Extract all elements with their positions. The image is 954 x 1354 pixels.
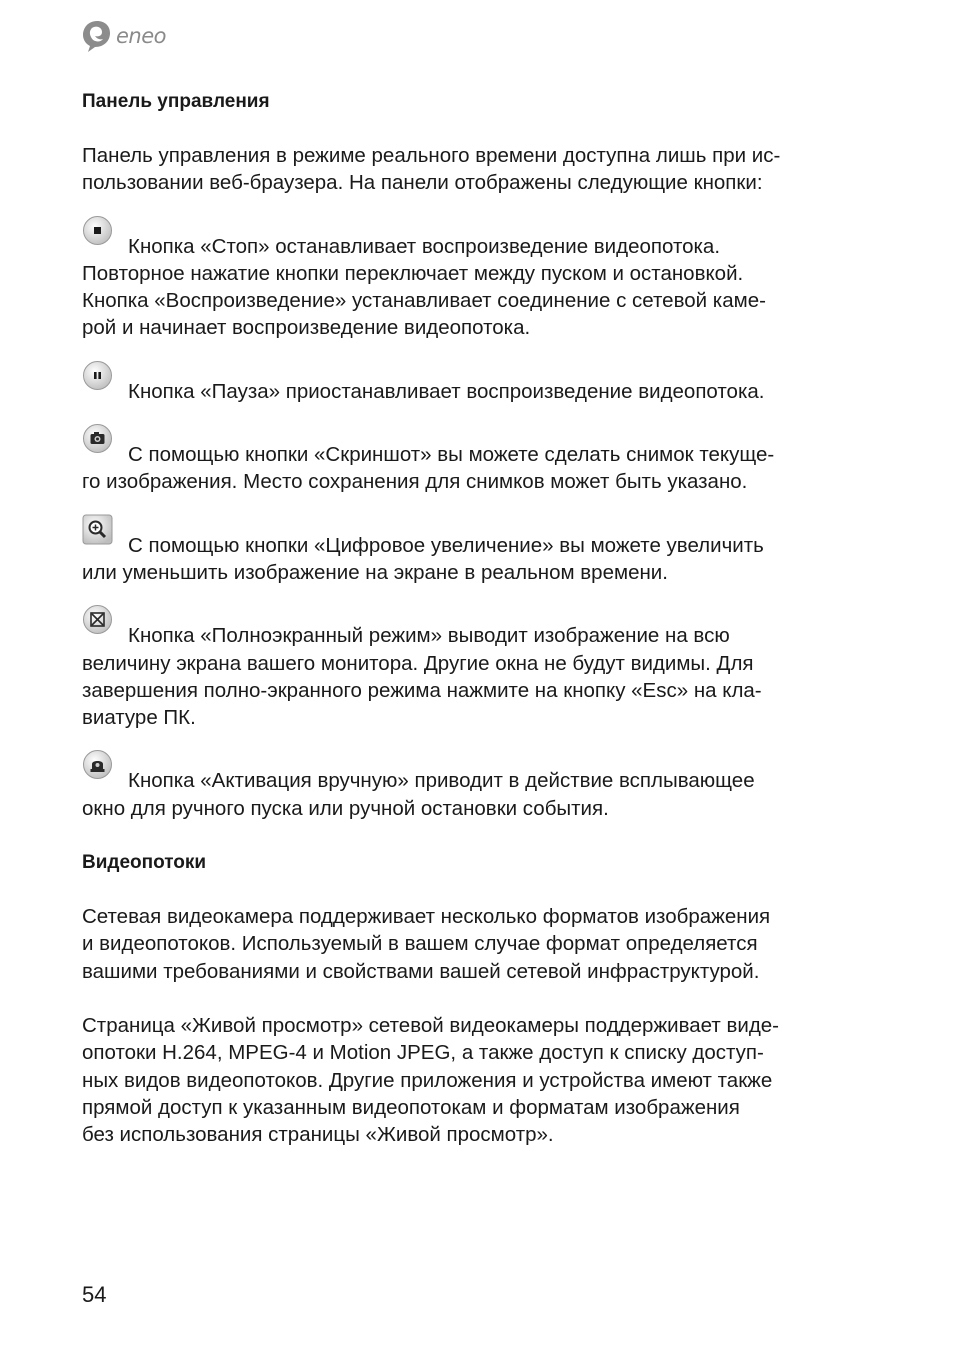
intro-line: пользовании веб-браузера. На панели отображены следующие кнопки: — [82, 171, 763, 195]
manual-trigger-button-description: Кнопка «Активация вручную» приводит в действие всплывающее окно для ручного пуска или ручной остановки события. — [82, 758, 882, 822]
intro-line: Панель управления в режиме реального времени доступна лишь при ис- — [82, 144, 781, 167]
intro-paragraph — [82, 142, 882, 197]
eneo-logo — [80, 18, 166, 54]
logo-text: eneo — [116, 24, 166, 48]
section-title-control-panel: Панель управления — [82, 91, 270, 112]
stop-icon — [82, 215, 113, 246]
zoom-icon — [82, 514, 113, 545]
page-number: 54 — [82, 1282, 107, 1307]
eneo-logo-icon — [80, 18, 114, 54]
pause-icon — [82, 360, 113, 391]
snapshot-button-description: С помощью кнопки «Скриншот» вы можете сделать снимок текуще- го изображения. Место сохранения для снимков может быть указано. — [82, 432, 882, 496]
camera-icon — [82, 423, 113, 454]
digital-zoom-button-description: С помощью кнопки «Цифровое увеличение» вы можете увеличить или уменьшить изображение на экране в реальном времени. — [82, 523, 882, 587]
fullscreen-button-description: Кнопка «Полноэкранный режим» выводит изображение на всю величину экрана вашего монитора. Другие окна не будут видимы. Для завершения полно-экранного режима нажмите на кнопку «Esc» на кла- виатуре ПК. — [82, 613, 882, 731]
stop-button-description: Кнопка «Стоп» останавливает воспроизведение видеопотока. Повторное нажатие кнопки переключает между пуском и остановкой. Кнопка «Воспроизведение» устанавливает соединение с сетевой каме- рой и начинает воспроизведение видеопотока. — [82, 224, 882, 342]
page-content — [82, 88, 882, 1148]
video-streams-paragraph-2: Страница «Живой просмотр» сетевой видеокамеры поддерживает виде- опотоки H.264, MPEG-4 и Motion JPEG, а также доступ к списку доступ- ных видов видеопотоков. Другие приложения и устройства имеют также прямой доступ к указанным видеопотокам и форматам изображения без использования страницы «Живой просмотр». — [82, 1013, 780, 1147]
fullscreen-icon — [82, 604, 113, 635]
section-title-video-streams: Видеопотоки — [82, 852, 207, 874]
video-streams-paragraph-1: Сетевая видеокамера поддерживает несколько форматов изображения и видеопотоков. Используемый в вашем случае формат определяется вашими требованиями и свойствами вашей сетевой инфраструктурой. — [82, 905, 771, 983]
manual-trigger-icon — [82, 749, 113, 780]
pause-button-description: Кнопка «Пауза» приостанавливает воспроизведение видеопотока. — [82, 369, 882, 405]
